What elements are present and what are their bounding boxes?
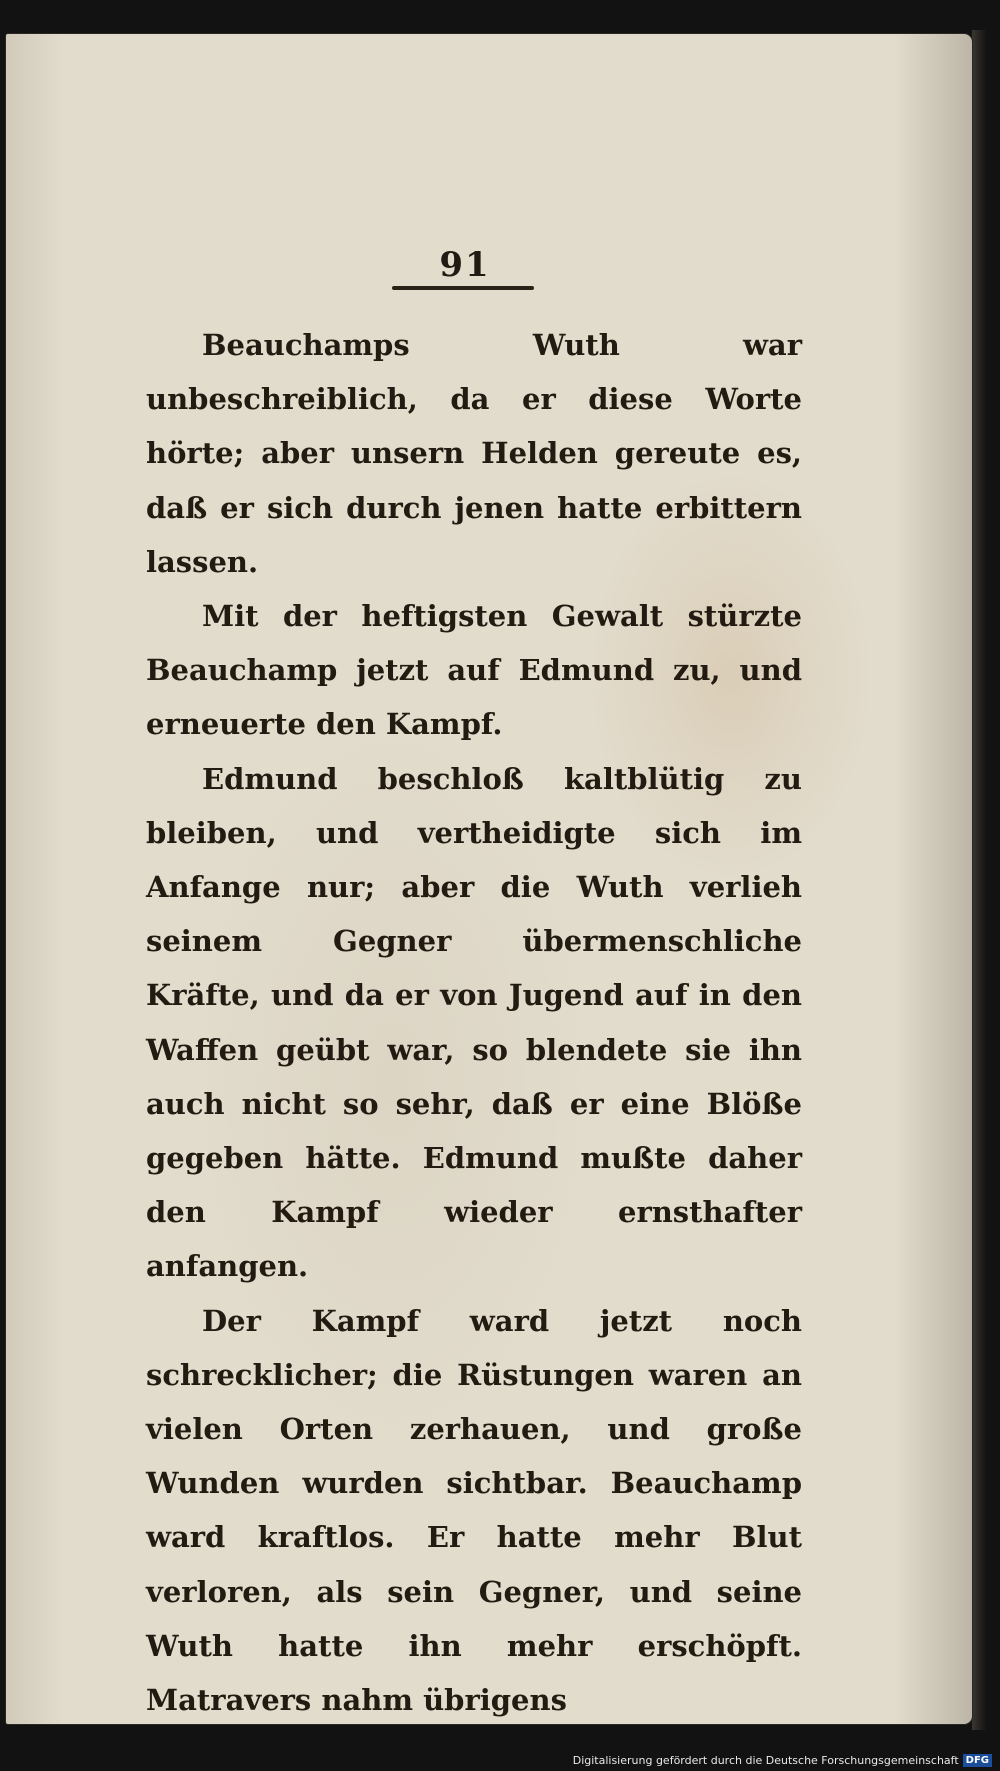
- footer-text: Digitalisierung gefördert durch die Deutsche Forschungsgemeinschaft: [572, 1754, 959, 1767]
- text-body: [146, 318, 802, 1727]
- paragraph-3: Edmund beschloß kaltblütig zu bleiben, und vertheidigte sich im Anfange nur; aber die Wuth verlieh seinem Gegner übermenschliche Kräfte, und da er von Jugend auf in den Waffen geübt war, so blendete sie ihn auch nicht so sehr, daß er eine Blöße gegeben hätte. Edmund mußte daher den Kampf wieder ernsthafter anfangen.: [146, 761, 802, 1284]
- paragraph-4: Der Kampf ward jetzt noch schrecklicher; die Rüstungen waren an vielen Orten zerhauen, und große Wunden wurden sichtbar. Beauchamp ward kraftlos. Er hatte mehr Blut verloren, als sein Gegner, und seine Wuth hatte ihn mehr erschöpft. Matravers nahm übrigens: [146, 1303, 802, 1718]
- footer-credit: [573, 1754, 992, 1767]
- page-number: 91: [439, 245, 491, 285]
- paragraph-1: Beauchamps Wuth war unbeschreiblich, da er diese Worte hörte; aber unsern Helden gereute es, daß er sich durch jenen hatte erbittern lassen.: [146, 328, 802, 579]
- page-edge-shadow: [972, 30, 986, 1730]
- paragraph-2: Mit der heftigsten Gewalt stürzte Beauchamp jetzt auf Edmund zu, und erneuerte den Kampf.: [146, 599, 802, 742]
- page-number-rule: [392, 286, 534, 290]
- dfg-logo: DFG: [963, 1754, 992, 1767]
